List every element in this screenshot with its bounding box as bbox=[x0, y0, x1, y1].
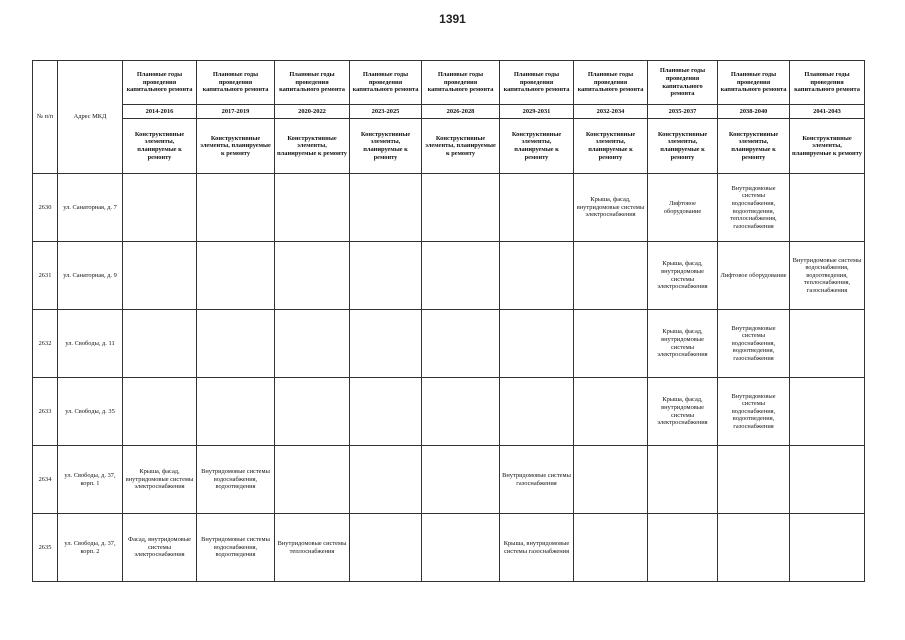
row-address: ул. Санаторная, д. 7 bbox=[58, 174, 123, 242]
header-elements-row bbox=[33, 119, 865, 174]
header-elements: Конструктивные элементы, планируемые к ремонту bbox=[718, 119, 790, 174]
repair-cell bbox=[422, 446, 500, 514]
repair-cell bbox=[790, 174, 865, 242]
row-number: 2633 bbox=[33, 378, 58, 446]
row-number: 2635 bbox=[33, 514, 58, 582]
row-number: 2630 bbox=[33, 174, 58, 242]
header-period: Плановые годы проведения капитального ремонта bbox=[123, 61, 197, 105]
repair-cell bbox=[574, 242, 648, 310]
header-period: Плановые годы проведения капитального ремонта bbox=[275, 61, 350, 105]
repair-cell bbox=[350, 514, 422, 582]
header-elements: Конструктивные элементы, планируемые к ремонту bbox=[648, 119, 718, 174]
repair-cell bbox=[500, 310, 574, 378]
repair-cell: Лифтовое оборудование bbox=[718, 242, 790, 310]
header-elements: Конструктивные элементы, планируемые к ремонту bbox=[422, 119, 500, 174]
repair-cell: Внутридомовые системы водоснабжения, водоотведения bbox=[197, 514, 275, 582]
repair-cell bbox=[275, 174, 350, 242]
header-period: Плановые годы проведения капитального ремонта bbox=[648, 61, 718, 105]
repair-cell bbox=[790, 514, 865, 582]
repair-cell: Крыша, фасад, внутридомовые системы электроснабжения bbox=[648, 242, 718, 310]
header-number: № п/п bbox=[33, 61, 58, 174]
repair-cell bbox=[350, 446, 422, 514]
repair-cell: Крыша, фасад, внутридомовые системы электроснабжения bbox=[648, 310, 718, 378]
repair-cell: Фасад, внутридомовые системы электроснабжения bbox=[123, 514, 197, 582]
header-years: 2020-2022 bbox=[275, 105, 350, 119]
repair-cell bbox=[648, 514, 718, 582]
header-years: 2035-2037 bbox=[648, 105, 718, 119]
repair-cell: Внутридомовые системы газоснабжения bbox=[500, 446, 574, 514]
repair-cell bbox=[197, 242, 275, 310]
repair-cell bbox=[422, 242, 500, 310]
table-row bbox=[33, 514, 865, 582]
row-number: 2631 bbox=[33, 242, 58, 310]
repair-cell: Внутридомовые системы водоснабжения, водоотведения, газоснабжения bbox=[718, 310, 790, 378]
header-elements: Конструктивные элементы, планируемые к ремонту bbox=[574, 119, 648, 174]
repair-cell bbox=[275, 446, 350, 514]
table-row bbox=[33, 242, 865, 310]
repair-cell: Внутридомовые системы водоснабжения, водоотведения, газоснабжения bbox=[718, 378, 790, 446]
repair-cell: Внутридомовые системы водоснабжения, водоотведения, теплоснабжения, газоснабжения bbox=[790, 242, 865, 310]
repair-cell bbox=[197, 310, 275, 378]
repair-cell bbox=[123, 174, 197, 242]
header-period: Плановые годы проведения капитального ремонта bbox=[718, 61, 790, 105]
header-period-row bbox=[33, 61, 865, 105]
repair-cell bbox=[275, 378, 350, 446]
header-years: 2032-2034 bbox=[574, 105, 648, 119]
repair-cell bbox=[422, 378, 500, 446]
repair-cell: Лифтовое оборудование bbox=[648, 174, 718, 242]
row-address: ул. Санаторная, д. 9 bbox=[58, 242, 123, 310]
repair-cell bbox=[197, 174, 275, 242]
repair-cell bbox=[574, 310, 648, 378]
header-period: Плановые годы проведения капитального ремонта bbox=[790, 61, 865, 105]
row-address: ул. Свободы, д. 35 bbox=[58, 378, 123, 446]
header-years: 2017-2019 bbox=[197, 105, 275, 119]
repair-cell bbox=[275, 242, 350, 310]
repair-cell: Крыша, фасад, внутридомовые системы электроснабжения bbox=[123, 446, 197, 514]
row-address: ул. Свободы, д. 11 bbox=[58, 310, 123, 378]
header-period: Плановые годы проведения капитального ремонта bbox=[197, 61, 275, 105]
header-years: 2041-2043 bbox=[790, 105, 865, 119]
row-address: ул. Свободы, д. 37, корп. 1 bbox=[58, 446, 123, 514]
header-elements: Конструктивные элементы, планируемые к ремонту bbox=[123, 119, 197, 174]
repair-cell bbox=[718, 514, 790, 582]
repair-cell bbox=[350, 174, 422, 242]
repair-cell bbox=[574, 378, 648, 446]
repair-cell bbox=[422, 514, 500, 582]
header-years: 2014-2016 bbox=[123, 105, 197, 119]
header-elements: Конструктивные элементы, планируемые к ремонту bbox=[790, 119, 865, 174]
repair-cell bbox=[350, 242, 422, 310]
repair-cell bbox=[123, 378, 197, 446]
repair-cell: Внутридомовые системы водоснабжения, водоотведения bbox=[197, 446, 275, 514]
row-number: 2634 bbox=[33, 446, 58, 514]
table-row bbox=[33, 174, 865, 242]
repair-cell bbox=[790, 378, 865, 446]
row-number: 2632 bbox=[33, 310, 58, 378]
header-address: Адрес МКД bbox=[58, 61, 123, 174]
repair-cell: Крыша, фасад, внутридомовые системы электроснабжения bbox=[648, 378, 718, 446]
repair-cell bbox=[500, 242, 574, 310]
repair-cell bbox=[648, 446, 718, 514]
repair-cell: Крыша, фасад, внутридомовые системы электроснабжения bbox=[574, 174, 648, 242]
repair-cell bbox=[790, 446, 865, 514]
repair-cell bbox=[574, 446, 648, 514]
repair-cell: Внутридомовые системы теплоснабжения bbox=[275, 514, 350, 582]
header-period: Плановые годы проведения капитального ремонта bbox=[500, 61, 574, 105]
header-years: 2026-2028 bbox=[422, 105, 500, 119]
header-elements: Конструктивные элементы, планируемые к ремонту bbox=[500, 119, 574, 174]
page-number: 1391 bbox=[439, 12, 466, 26]
repair-cell bbox=[790, 310, 865, 378]
repair-cell bbox=[350, 378, 422, 446]
repair-cell bbox=[123, 310, 197, 378]
header-years: 2029-2031 bbox=[500, 105, 574, 119]
repair-cell bbox=[422, 174, 500, 242]
header-elements: Конструктивные элементы, планируемые к ремонту bbox=[350, 119, 422, 174]
row-address: ул. Свободы, д. 37, корп. 2 bbox=[58, 514, 123, 582]
repair-cell bbox=[422, 310, 500, 378]
repair-cell bbox=[275, 310, 350, 378]
header-elements: Конструктивные элементы, планируемые к ремонту bbox=[275, 119, 350, 174]
header-years: 2023-2025 bbox=[350, 105, 422, 119]
header-period: Плановые годы проведения капитального ремонта bbox=[350, 61, 422, 105]
table-row bbox=[33, 310, 865, 378]
repair-cell bbox=[197, 378, 275, 446]
repair-cell: Крыша, внутридомовые системы газоснабжения bbox=[500, 514, 574, 582]
repair-cell bbox=[123, 242, 197, 310]
repair-cell bbox=[574, 514, 648, 582]
repair-cell bbox=[350, 310, 422, 378]
repair-cell bbox=[500, 378, 574, 446]
header-elements: Конструктивные элементы, планируемые к ремонту bbox=[197, 119, 275, 174]
repair-cell bbox=[500, 174, 574, 242]
repair-cell bbox=[718, 446, 790, 514]
header-period: Плановые годы проведения капитального ремонта bbox=[574, 61, 648, 105]
repair-cell: Внутридомовые системы водоснабжения, водоотведения, теплоснабжения, газоснабжения bbox=[718, 174, 790, 242]
table-row bbox=[33, 378, 865, 446]
capital-repair-table bbox=[32, 60, 865, 582]
header-period: Плановые годы проведения капитального ремонта bbox=[422, 61, 500, 105]
header-years-row bbox=[33, 105, 865, 119]
header-years: 2038-2040 bbox=[718, 105, 790, 119]
table-row bbox=[33, 446, 865, 514]
